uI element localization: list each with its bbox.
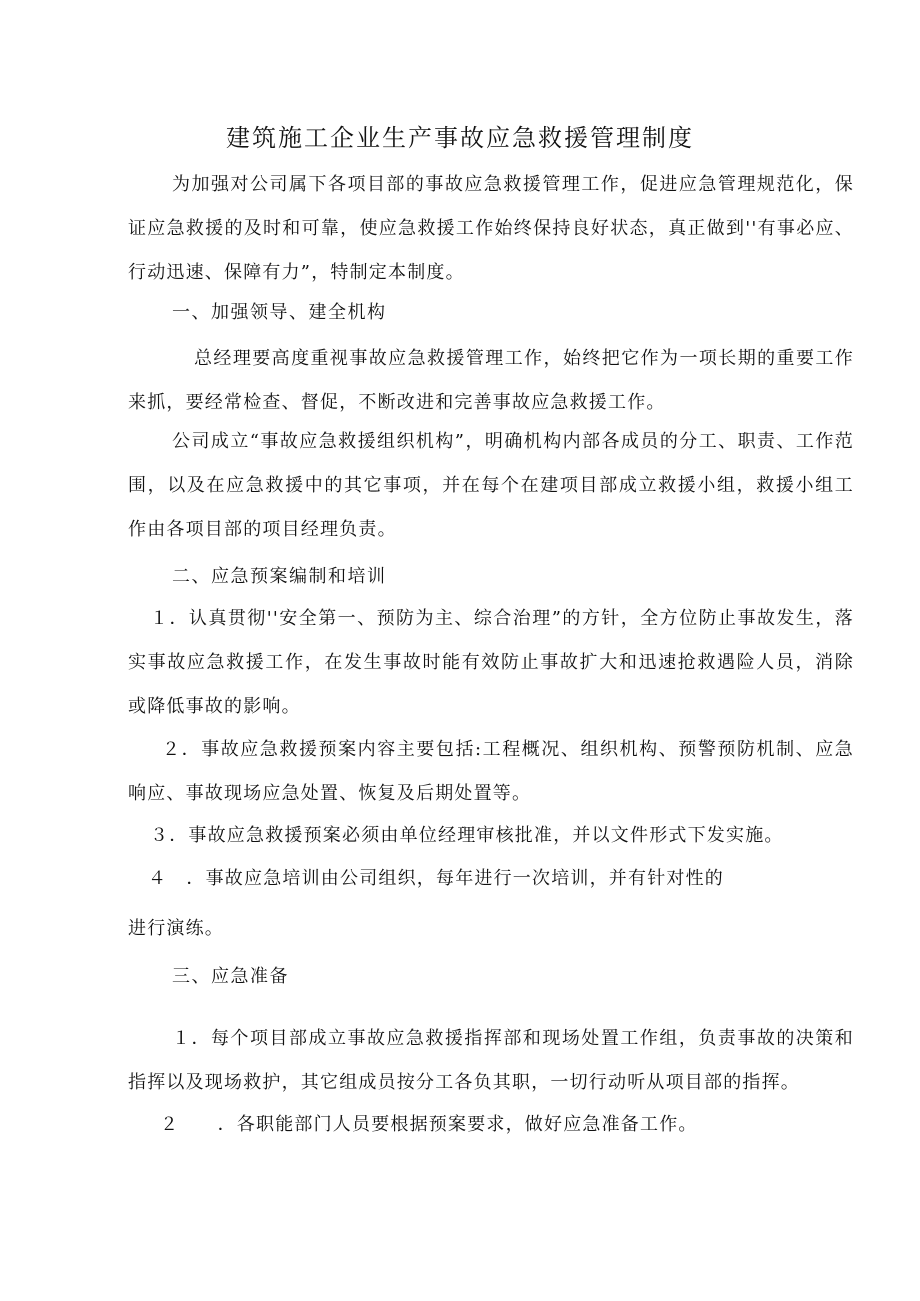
section1-heading: 一、加强领导、建全机构 <box>172 302 387 323</box>
document-title: 建筑施工企业生产事故应急救援管理制度 <box>226 124 694 152</box>
section3-item-1: １．每个项目部成立事故应急救援指挥部和现场处置工作组，负责事故的决策和指挥以及现场救护，其它组成员按分工各负其职，一切行动听从项目部的指挥。 <box>128 1028 854 1093</box>
intro-paragraph: 为加强对公司属下各项目部的事故应急救援管理工作，促进应急管理规范化，保证应急救援的及时和可靠，使应急救援工作始终保持良好状态，真正做到''有事必应、行动迅速、保障有力”，特制定本制度。 <box>128 174 854 283</box>
section2-item-2: ２．事故应急救援预案内容主要包括:工程概况、组织机构、预警预防机制、应急响应、事故现场应急处置、恢复及后期处置等。 <box>128 739 854 804</box>
section3-heading: 三、应急准备 <box>172 966 289 987</box>
section2-item-1: １．认真贯彻''安全第一、预防为主、综合治理”的方针，全方位防止事故发生，落实事故应急救援工作，在发生事故时能有效防止事故扩大和迅速抢救遇险人员，消除或降低事故的影响。 <box>128 608 854 717</box>
section1-paragraph-2: 公司成立“事故应急救援组织机构”，明确机构内部各成员的分工、职责、工作范围，以及在应急救援中的其它事项，并在每个在建项目部成立救援小组，救援小组工作由各项目部的项目经理负责。 <box>128 431 854 540</box>
section2-item-4-line-2: 进行演练。 <box>128 918 224 939</box>
section2-heading: 二、应急预案编制和培训 <box>172 566 387 587</box>
section3-item-2: ２ ．各职能部门人员要根据预案要求，做好应急准备工作。 <box>160 1114 698 1135</box>
section1-paragraph-1: 总经理要高度重视事故应急救援管理工作，始终把它作为一项长期的重要工作来抓，要经常检查、督促，不断改进和完善事故应急救援工作。 <box>128 348 854 413</box>
section2-item-3: ３．事故应急救援预案必须由单位经理审核批准，并以文件形式下发实施。 <box>150 825 784 846</box>
section2-item-4-line-1: ４ ．事故应急培训由公司组织，每年进行一次培训，并有针对性的 <box>148 868 724 889</box>
